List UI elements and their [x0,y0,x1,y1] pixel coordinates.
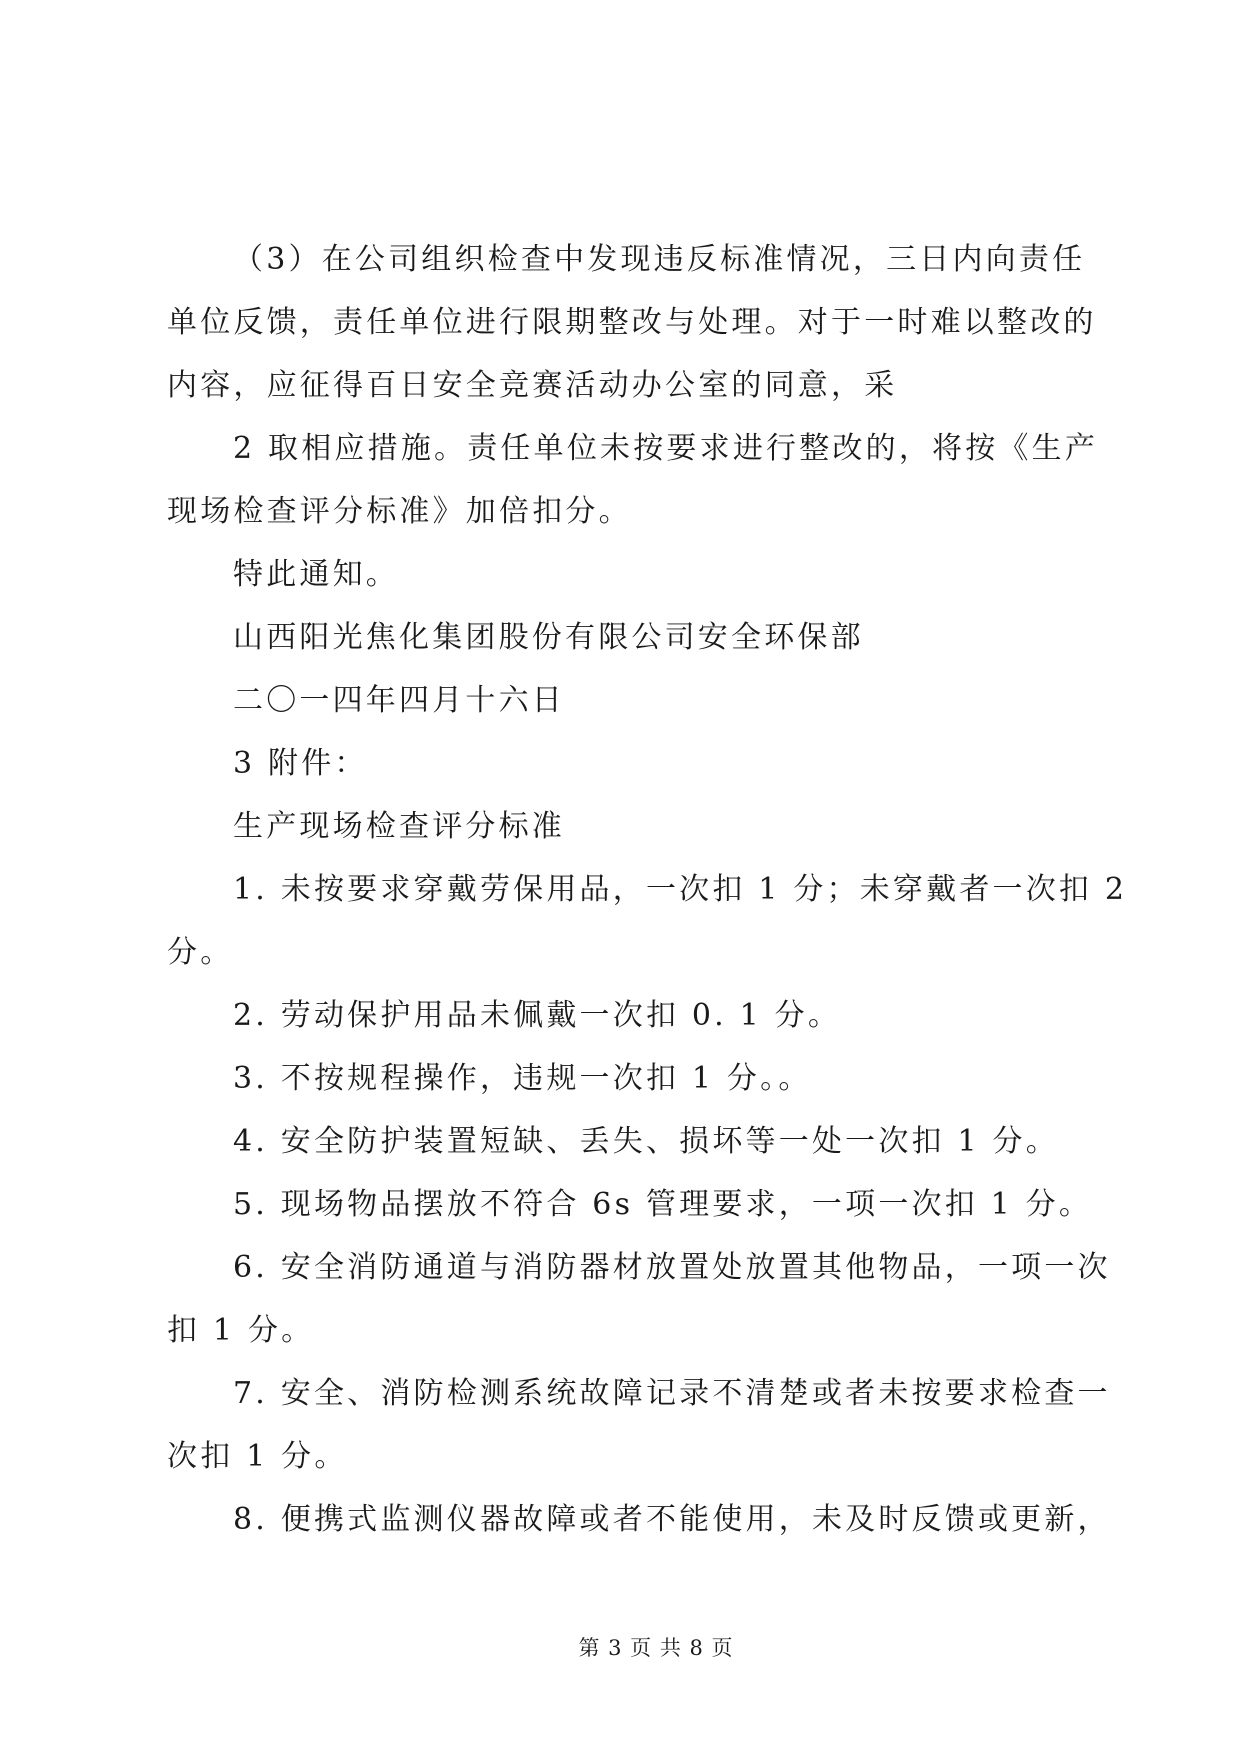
paragraph-line: 单位反馈，责任单位进行限期整改与处理。对于一时难以整改的 [167,305,1097,340]
scoring-item-line: 分。 [167,935,234,970]
issue-date: 二〇一四年四月十六日 [233,683,565,718]
scoring-item-line: 5. 现场物品摆放不符合 6s 管理要求，一项一次扣 1 分。 [233,1187,1093,1222]
scoring-item-line: 1. 未按要求穿戴劳保用品，一次扣 1 分；未穿戴者一次扣 2 [233,872,1128,907]
page-number: 第 3 页 共 8 页 [578,1636,734,1660]
scoring-item-line: 扣 1 分。 [167,1313,315,1348]
scoring-item-line: 3. 不按规程操作，违规一次扣 1 分。。 [233,1061,812,1096]
attachment-label: 3 附件： [233,746,368,781]
scoring-item-line: 4. 安全防护装置短缺、丢失、损坏等一处一次扣 1 分。 [233,1124,1059,1159]
paragraph-line: 2 取相应措施。责任单位未按要求进行整改的，将按《生产 [233,431,1099,466]
paragraph-line: 现场检查评分标准》加倍扣分。 [167,494,632,529]
scoring-item-line: 次扣 1 分。 [167,1439,348,1474]
scoring-item-line: 8. 便携式监测仪器故障或者不能使用，未及时反馈或更新， [233,1502,1111,1537]
paragraph-line: 内容，应征得百日安全竞赛活动办公室的同意，采 [167,368,898,403]
paragraph-line: （3）在公司组织检查中发现违反标准情况，三日内向责任 [233,242,1086,277]
scoring-item-line: 2. 劳动保护用品未佩戴一次扣 0. 1 分。 [233,998,842,1033]
scoring-item-line: 6. 安全消防通道与消防器材放置处放置其他物品，一项一次 [233,1250,1111,1285]
issuer-name: 山西阳光焦化集团股份有限公司安全环保部 [233,620,864,655]
closing-line: 特此通知。 [233,557,399,592]
attachment-title: 生产现场检查评分标准 [233,809,565,844]
document-body [167,228,1128,1551]
scoring-item-line: 7. 安全、消防检测系统故障记录不清楚或者未按要求检查一 [233,1376,1111,1411]
